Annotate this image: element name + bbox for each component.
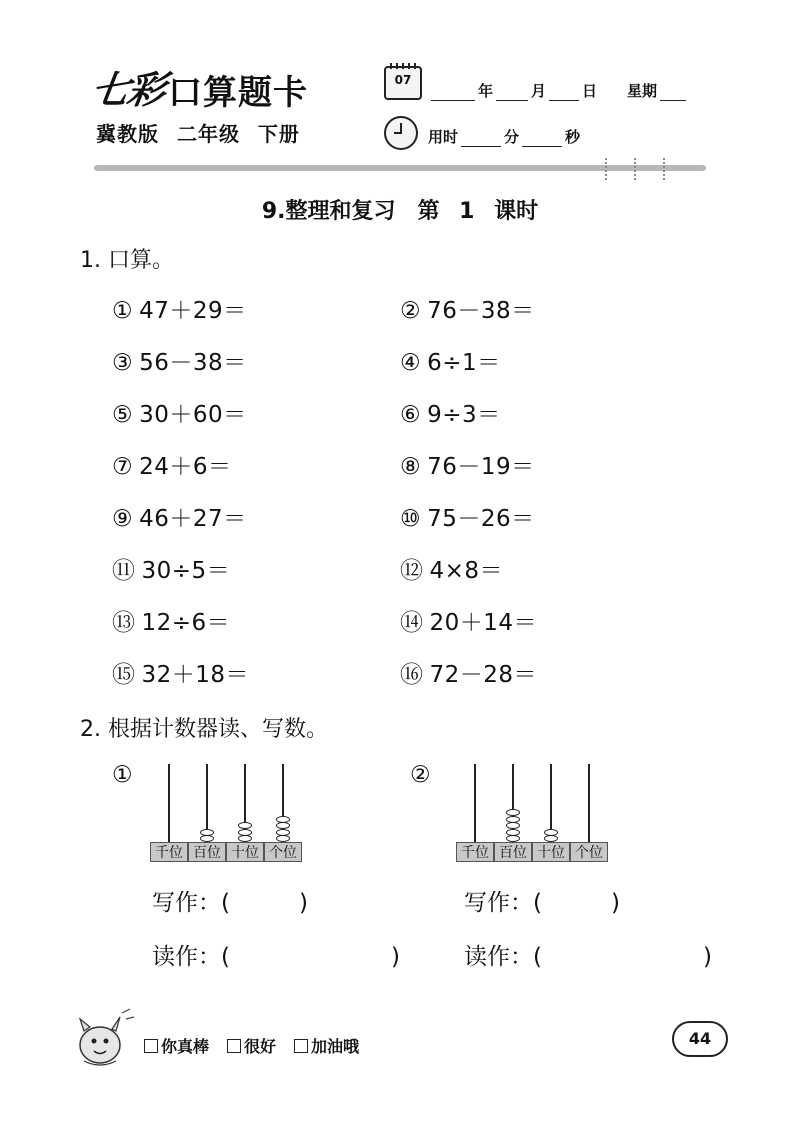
binder-rings-icon bbox=[605, 158, 669, 180]
item-number: ⑯ bbox=[400, 662, 424, 688]
abacus-1-number: ① bbox=[112, 762, 134, 788]
checkbox-icon bbox=[144, 1039, 158, 1053]
abacus-rod bbox=[474, 764, 476, 842]
abacus-bead bbox=[238, 835, 252, 842]
month-blank[interactable] bbox=[496, 86, 528, 101]
item-expression: 24＋6＝ bbox=[139, 454, 232, 480]
item-number: ② bbox=[400, 298, 422, 324]
item-expression: 30＋60＝ bbox=[139, 402, 247, 428]
item-number: ⑩ bbox=[400, 506, 422, 532]
math-item[interactable] bbox=[112, 448, 232, 481]
item-expression: 12÷6＝ bbox=[141, 610, 231, 636]
place-label: 个位 bbox=[570, 842, 608, 862]
item-number: ⑧ bbox=[400, 454, 422, 480]
math-item[interactable] bbox=[112, 604, 230, 637]
abacus-bead bbox=[276, 829, 290, 836]
math-item[interactable] bbox=[400, 552, 503, 585]
place-value-labels bbox=[150, 842, 302, 862]
item-number: ⑭ bbox=[400, 610, 424, 636]
page-number: 44 bbox=[672, 1021, 728, 1057]
checkbox-icon bbox=[294, 1039, 308, 1053]
brand-logo bbox=[88, 67, 309, 114]
year-blank[interactable] bbox=[431, 86, 475, 101]
abacus-1-write[interactable]: 写作：( ) bbox=[152, 890, 308, 916]
abacus-bead bbox=[544, 835, 558, 842]
abacus-bead bbox=[238, 822, 252, 829]
place-label: 千位 bbox=[456, 842, 494, 862]
abacus-bead bbox=[506, 816, 520, 823]
place-value-labels bbox=[456, 842, 608, 862]
item-expression: 75－26＝ bbox=[427, 506, 535, 532]
math-item[interactable] bbox=[400, 448, 535, 481]
abacus-2-read[interactable]: 读作：( ) bbox=[464, 944, 712, 970]
abacus-2-write[interactable]: 写作：( ) bbox=[464, 890, 620, 916]
item-number: ⑫ bbox=[400, 558, 424, 584]
item-expression: 46＋27＝ bbox=[139, 506, 247, 532]
month-label: 月 bbox=[531, 82, 547, 100]
abacus-bead bbox=[200, 829, 214, 836]
place-label: 个位 bbox=[264, 842, 302, 862]
item-number: ⑨ bbox=[112, 506, 134, 532]
item-expression: 20＋14＝ bbox=[429, 610, 538, 636]
math-item[interactable] bbox=[400, 656, 537, 689]
abacus-bead bbox=[506, 822, 520, 829]
checkbox-icon bbox=[227, 1039, 241, 1053]
math-item[interactable] bbox=[400, 396, 501, 429]
second-label: 秒 bbox=[565, 128, 581, 146]
calendar-day: 07 bbox=[394, 73, 412, 87]
week-blank[interactable] bbox=[660, 86, 686, 101]
abacus-bead bbox=[506, 829, 520, 836]
abacus-rod bbox=[588, 764, 590, 842]
brand-title: 口算题卡 bbox=[168, 73, 309, 113]
date-field bbox=[428, 80, 689, 101]
place-label: 百位 bbox=[494, 842, 532, 862]
minute-blank[interactable] bbox=[461, 132, 501, 147]
abacus-rod bbox=[168, 764, 170, 842]
item-expression: 72－28＝ bbox=[429, 662, 538, 688]
item-number: ⑤ bbox=[112, 402, 134, 428]
abacus-bead bbox=[276, 816, 290, 823]
math-item[interactable] bbox=[112, 396, 247, 429]
rating-option-1[interactable]: 你真棒 bbox=[144, 1034, 209, 1057]
item-expression: 4×8＝ bbox=[429, 558, 504, 584]
math-item[interactable] bbox=[112, 344, 247, 377]
abacus-1-read[interactable]: 读作：( ) bbox=[152, 944, 400, 970]
math-item[interactable] bbox=[400, 604, 537, 637]
item-number: ③ bbox=[112, 350, 134, 376]
place-label: 十位 bbox=[532, 842, 570, 862]
edition-label: 冀教版 二年级 下册 bbox=[96, 122, 300, 146]
section1-title: 1. 口算。 bbox=[80, 248, 174, 273]
calendar-icon bbox=[384, 66, 422, 100]
item-expression: 30÷5＝ bbox=[141, 558, 231, 584]
item-expression: 47＋29＝ bbox=[139, 298, 247, 324]
time-used-label: 用时 bbox=[428, 128, 459, 146]
abacus-bead bbox=[238, 829, 252, 836]
abacus-2-number: ② bbox=[410, 762, 432, 788]
item-number: ⑬ bbox=[112, 610, 136, 636]
clock-icon bbox=[384, 116, 418, 150]
item-number: ⑮ bbox=[112, 662, 136, 688]
second-blank[interactable] bbox=[522, 132, 562, 147]
item-number: ⑪ bbox=[112, 558, 136, 584]
abacus-bead bbox=[276, 822, 290, 829]
place-label: 百位 bbox=[188, 842, 226, 862]
abacus-2 bbox=[456, 764, 616, 864]
math-item[interactable] bbox=[400, 500, 535, 533]
place-label: 十位 bbox=[226, 842, 264, 862]
abacus-bead bbox=[506, 835, 520, 842]
abacus-bead bbox=[506, 809, 520, 816]
abacus-bead bbox=[200, 835, 214, 842]
item-expression: 9÷3＝ bbox=[427, 402, 501, 428]
math-item[interactable] bbox=[112, 656, 249, 689]
item-number: ④ bbox=[400, 350, 422, 376]
math-item[interactable] bbox=[112, 552, 230, 585]
time-used-field bbox=[428, 126, 580, 147]
abacus-bead bbox=[544, 829, 558, 836]
rating-option-2[interactable]: 很好 bbox=[227, 1034, 276, 1057]
item-expression: 56－38＝ bbox=[139, 350, 247, 376]
week-label: 星期 bbox=[627, 82, 658, 100]
rating-option-3[interactable]: 加油哦 bbox=[294, 1034, 359, 1057]
abacus-bead bbox=[276, 835, 290, 842]
item-expression: 76－38＝ bbox=[427, 298, 535, 324]
item-expression: 6÷1＝ bbox=[427, 350, 501, 376]
item-expression: 76－19＝ bbox=[427, 454, 535, 480]
section2-title: 2. 根据计数器读、写数。 bbox=[80, 717, 328, 742]
lesson-title: 9.整理和复习 第 1 课时 bbox=[261, 199, 539, 224]
place-label: 千位 bbox=[150, 842, 188, 862]
day-label: 日 bbox=[582, 82, 598, 100]
math-item[interactable] bbox=[400, 292, 535, 325]
item-number: ① bbox=[112, 298, 134, 324]
brand-prefix: 七彩 bbox=[88, 67, 167, 112]
math-item[interactable] bbox=[400, 344, 501, 377]
self-rating bbox=[144, 1034, 359, 1057]
item-expression: 32＋18＝ bbox=[141, 662, 250, 688]
minute-label: 分 bbox=[504, 128, 520, 146]
math-item[interactable] bbox=[112, 292, 247, 325]
abacus-1 bbox=[150, 764, 310, 864]
day-blank[interactable] bbox=[549, 86, 579, 101]
math-item[interactable] bbox=[112, 500, 247, 533]
mascot-icon bbox=[70, 1005, 140, 1071]
item-number: ⑦ bbox=[112, 454, 134, 480]
item-number: ⑥ bbox=[400, 402, 422, 428]
year-label: 年 bbox=[478, 82, 494, 100]
